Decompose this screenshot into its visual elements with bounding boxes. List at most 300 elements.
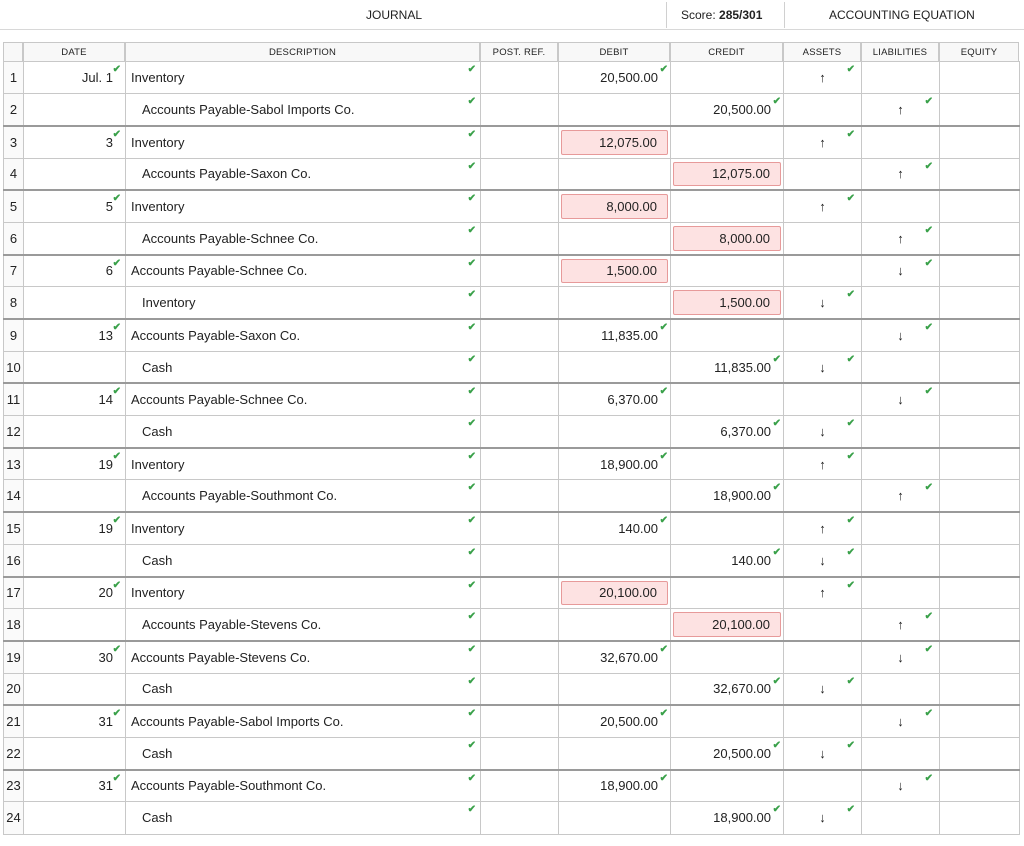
description-field[interactable] [126,255,481,287]
post-ref-field[interactable] [481,255,559,287]
col-header-liabilities: LIABILITIES [861,42,939,62]
description-field[interactable] [126,383,481,415]
check-icon: ✔ [467,193,476,205]
credit-field[interactable] [671,287,784,319]
description-field[interactable] [126,802,481,834]
assets-field[interactable] [784,448,862,480]
date-field[interactable] [24,577,126,609]
debit-field[interactable] [559,190,671,222]
equity-field[interactable] [940,673,1020,705]
equity-field[interactable] [940,94,1020,126]
row-number: 11 [4,383,24,415]
date-field[interactable] [24,158,126,190]
debit-value: 140.00 [618,520,658,536]
journal-row [4,222,1020,254]
equity-field[interactable] [940,158,1020,190]
date-field[interactable] [24,351,126,383]
assets-arrow-icon: ↓ [819,810,826,826]
credit-field[interactable] [671,705,784,737]
row-number: 4 [4,158,24,190]
date-field[interactable] [24,802,126,834]
assets-field[interactable] [784,190,862,222]
credit-field[interactable] [671,158,784,190]
assets-field[interactable] [784,737,862,769]
debit-value: 18,900.00 [600,456,658,472]
post-ref-field[interactable] [481,190,559,222]
check-icon: ✔ [772,418,781,430]
credit-field[interactable] [671,448,784,480]
liabilities-field[interactable] [862,383,940,415]
row-number: 12 [4,416,24,448]
credit-field[interactable] [671,512,784,544]
incorrect-credit-box [673,612,781,637]
equity-field[interactable] [940,577,1020,609]
description-field[interactable] [126,126,481,158]
check-icon: ✔ [924,322,933,333]
equity-field[interactable] [940,62,1020,94]
credit-field[interactable] [671,319,784,351]
liabilities-arrow-icon: ↓ [897,327,904,343]
credit-field[interactable] [671,62,784,94]
journal-table [3,61,1020,835]
liabilities-field[interactable] [862,737,940,769]
check-icon: ✔ [846,675,855,687]
credit-field[interactable] [671,383,784,415]
row-number: 3 [4,126,24,158]
check-icon: ✔ [112,386,121,398]
liabilities-field[interactable] [862,62,940,94]
debit-field[interactable] [559,609,671,641]
account-name: Inventory [131,520,185,536]
debit-field[interactable] [559,737,671,769]
debit-field[interactable] [559,94,671,126]
row-number: 15 [4,512,24,544]
debit-field[interactable] [559,673,671,705]
date-field[interactable] [24,737,126,769]
date-field[interactable] [24,126,126,158]
liabilities-field[interactable] [862,94,940,126]
account-name: Cash [142,423,173,439]
assets-arrow-icon: ↑ [819,520,826,536]
account-name: Accounts Payable-Stevens Co. [131,649,311,665]
check-icon: ✔ [467,708,476,720]
assets-field[interactable] [784,94,862,126]
liabilities-field[interactable] [862,222,940,254]
debit-value: 20,500.00 [600,714,658,730]
description-field[interactable] [126,609,481,641]
credit-field[interactable] [671,544,784,576]
assets-field[interactable] [784,62,862,94]
assets-field[interactable] [784,255,862,287]
credit-field[interactable] [671,770,784,802]
post-ref-field[interactable] [481,609,559,641]
row-number: 8 [4,287,24,319]
credit-field[interactable] [671,673,784,705]
row-number: 21 [4,705,24,737]
journal-row [4,705,1020,737]
liabilities-field[interactable] [862,641,940,673]
incorrect-debit-box [561,130,668,155]
incorrect-debit-box [561,581,668,606]
credit-field[interactable] [671,351,784,383]
debit-value: 20,100.00 [599,585,657,601]
assets-field[interactable] [784,383,862,415]
assets-field[interactable] [784,641,862,673]
equity-field[interactable] [940,737,1020,769]
post-ref-field[interactable] [481,158,559,190]
check-icon: ✔ [112,772,121,784]
post-ref-field[interactable] [481,351,559,383]
debit-field[interactable] [559,351,671,383]
check-icon: ✔ [924,96,933,108]
credit-field[interactable] [671,222,784,254]
credit-field[interactable] [671,190,784,222]
account-name: Accounts Payable-Sabol Imports Co. [131,714,344,730]
check-icon: ✔ [467,643,476,655]
liabilities-field[interactable] [862,544,940,576]
post-ref-field[interactable] [481,94,559,126]
check-icon: ✔ [924,643,933,655]
debit-field[interactable] [559,480,671,512]
date-field[interactable] [24,448,126,480]
date-field[interactable] [24,512,126,544]
credit-field[interactable] [671,577,784,609]
date-field[interactable] [24,190,126,222]
check-icon: ✔ [467,289,476,301]
date-field[interactable] [24,480,126,512]
debit-field[interactable] [559,770,671,802]
journal-row [4,383,1020,415]
liabilities-field[interactable] [862,158,940,190]
date-field[interactable] [24,255,126,287]
equity-field[interactable] [940,351,1020,383]
liabilities-field[interactable] [862,126,940,158]
account-name: Accounts Payable-Southmont Co. [131,778,327,794]
post-ref-field[interactable] [481,448,559,480]
journal-row [4,287,1020,319]
check-icon: ✔ [659,643,668,655]
debit-field[interactable] [559,802,671,834]
assets-field[interactable] [784,126,862,158]
row-number: 16 [4,544,24,576]
description-field[interactable] [126,448,481,480]
liabilities-field[interactable] [862,255,940,287]
post-ref-field[interactable] [481,222,559,254]
liabilities-arrow-icon: ↓ [897,714,904,730]
equity-field[interactable] [940,512,1020,544]
post-ref-field[interactable] [481,673,559,705]
equity-field[interactable] [940,255,1020,287]
debit-field[interactable] [559,641,671,673]
journal-row [4,319,1020,351]
liabilities-field[interactable] [862,705,940,737]
debit-value: 8,000.00 [606,199,657,215]
assets-field[interactable] [784,673,862,705]
check-icon: ✔ [846,450,855,462]
debit-value: 12,075.00 [599,134,657,150]
liabilities-field[interactable] [862,802,940,834]
credit-field[interactable] [671,802,784,834]
assets-field[interactable] [784,222,862,254]
credit-field[interactable] [671,94,784,126]
debit-field[interactable] [559,222,671,254]
date-field[interactable] [24,319,126,351]
journal-row [4,94,1020,126]
assets-field[interactable] [784,512,862,544]
equity-field[interactable] [940,448,1020,480]
account-name: Accounts Payable-Schnee Co. [142,230,319,246]
liabilities-field[interactable] [862,351,940,383]
post-ref-field[interactable] [481,705,559,737]
description-field[interactable] [126,351,481,383]
description-field[interactable] [126,577,481,609]
assets-field[interactable] [784,287,862,319]
journal-row [4,802,1020,834]
check-icon: ✔ [772,675,781,687]
journal-row [4,416,1020,448]
description-field[interactable] [126,641,481,673]
post-ref-field[interactable] [481,319,559,351]
description-field[interactable] [126,705,481,737]
debit-field[interactable] [559,319,671,351]
date-field[interactable] [24,62,126,94]
check-icon: ✔ [659,450,668,462]
check-icon: ✔ [846,353,855,365]
row-number: 6 [4,222,24,254]
description-field[interactable] [126,158,481,190]
date-field[interactable] [24,383,126,415]
date-value: 14 [98,392,113,408]
equity-field[interactable] [940,416,1020,448]
debit-field[interactable] [559,416,671,448]
post-ref-field[interactable] [481,512,559,544]
check-icon: ✔ [846,804,855,816]
date-field[interactable] [24,641,126,673]
date-value: 3 [105,134,113,150]
equity-field[interactable] [940,705,1020,737]
description-field[interactable] [126,416,481,448]
debit-field[interactable] [559,126,671,158]
equity-field[interactable] [940,641,1020,673]
check-icon: ✔ [772,482,781,494]
check-icon: ✔ [846,418,855,430]
row-number: 18 [4,609,24,641]
row-number: 17 [4,577,24,609]
assets-field[interactable] [784,480,862,512]
assets-arrow-icon: ↑ [819,134,826,150]
col-header-equity: EQUITY [939,42,1019,62]
check-icon: ✔ [467,675,476,687]
col-header-post-ref: POST. REF. [480,42,558,62]
journal-row [4,480,1020,512]
debit-field[interactable] [559,383,671,415]
equity-field[interactable] [940,383,1020,415]
liabilities-arrow-icon: ↓ [897,392,904,408]
check-icon: ✔ [467,515,476,527]
account-name: Cash [142,359,173,375]
debit-field[interactable] [559,705,671,737]
date-value: 6 [105,263,113,279]
date-field[interactable] [24,609,126,641]
date-field[interactable] [24,673,126,705]
description-field[interactable] [126,319,481,351]
credit-field[interactable] [671,737,784,769]
debit-field[interactable] [559,577,671,609]
post-ref-field[interactable] [481,287,559,319]
check-icon: ✔ [659,322,668,333]
description-field[interactable] [126,480,481,512]
equation-title: ACCOUNTING EQUATION [829,8,975,22]
header-divider [784,2,785,28]
col-header-row-number [3,42,23,62]
description-field[interactable] [126,62,481,94]
journal-row [4,255,1020,287]
credit-field[interactable] [671,480,784,512]
description-field[interactable] [126,673,481,705]
liabilities-field[interactable] [862,416,940,448]
check-icon: ✔ [112,515,121,527]
liabilities-field[interactable] [862,577,940,609]
assets-field[interactable] [784,609,862,641]
journal-row [4,641,1020,673]
account-name: Inventory [131,134,185,150]
date-field[interactable] [24,544,126,576]
check-icon: ✔ [112,193,121,205]
description-field[interactable] [126,190,481,222]
liabilities-field[interactable] [862,448,940,480]
journal-row [4,62,1020,94]
debit-field[interactable] [559,448,671,480]
check-icon: ✔ [924,611,933,623]
liabilities-field[interactable] [862,770,940,802]
row-number: 7 [4,255,24,287]
debit-field[interactable] [559,544,671,576]
row-number: 1 [4,62,24,94]
equity-field[interactable] [940,190,1020,222]
equity-field[interactable] [940,770,1020,802]
equity-field[interactable] [940,126,1020,158]
account-name: Cash [142,810,173,826]
post-ref-field[interactable] [481,737,559,769]
check-icon: ✔ [846,739,855,751]
liabilities-field[interactable] [862,512,940,544]
debit-field[interactable] [559,158,671,190]
liabilities-field[interactable] [862,480,940,512]
credit-field[interactable] [671,609,784,641]
assets-field[interactable] [784,705,862,737]
liabilities-arrow-icon: ↑ [897,617,904,633]
credit-value: 18,900.00 [713,810,771,826]
score-value: 285/301 [719,8,763,22]
score-label: Score: [681,8,716,22]
liabilities-arrow-icon: ↓ [897,778,904,794]
post-ref-field[interactable] [481,383,559,415]
liabilities-arrow-icon: ↓ [897,649,904,665]
debit-field[interactable] [559,287,671,319]
date-field[interactable] [24,222,126,254]
date-field[interactable] [24,287,126,319]
description-field[interactable] [126,544,481,576]
post-ref-field[interactable] [481,641,559,673]
date-field[interactable] [24,770,126,802]
post-ref-field[interactable] [481,126,559,158]
liabilities-field[interactable] [862,287,940,319]
credit-value: 18,900.00 [713,488,771,504]
account-name: Inventory [131,585,185,601]
liabilities-arrow-icon: ↓ [897,263,904,279]
description-field[interactable] [126,222,481,254]
date-value: 30 [98,649,113,665]
incorrect-credit-box [673,162,781,187]
journal-row [4,770,1020,802]
journal-row [4,190,1020,222]
post-ref-field[interactable] [481,770,559,802]
equity-field[interactable] [940,287,1020,319]
post-ref-field[interactable] [481,480,559,512]
debit-field[interactable] [559,62,671,94]
post-ref-field[interactable] [481,577,559,609]
assets-field[interactable] [784,544,862,576]
credit-value: 1,500.00 [719,295,770,311]
check-icon: ✔ [924,160,933,172]
description-field[interactable] [126,512,481,544]
date-field[interactable] [24,416,126,448]
date-field[interactable] [24,94,126,126]
description-field[interactable] [126,287,481,319]
equity-field[interactable] [940,609,1020,641]
credit-field[interactable] [671,416,784,448]
equity-field[interactable] [940,319,1020,351]
assets-field[interactable] [784,319,862,351]
post-ref-field[interactable] [481,802,559,834]
assets-arrow-icon: ↑ [819,456,826,472]
equity-field[interactable] [940,802,1020,834]
post-ref-field[interactable] [481,62,559,94]
assets-field[interactable] [784,351,862,383]
assets-field[interactable] [784,770,862,802]
liabilities-field[interactable] [862,673,940,705]
post-ref-field[interactable] [481,416,559,448]
debit-field[interactable] [559,512,671,544]
liabilities-field[interactable] [862,190,940,222]
description-field[interactable] [126,94,481,126]
incorrect-credit-box [673,226,781,251]
debit-field[interactable] [559,255,671,287]
assets-field[interactable] [784,802,862,834]
liabilities-field[interactable] [862,319,940,351]
assets-field[interactable] [784,158,862,190]
date-field[interactable] [24,705,126,737]
check-icon: ✔ [772,804,781,816]
equity-field[interactable] [940,544,1020,576]
description-field[interactable] [126,737,481,769]
check-icon: ✔ [659,386,668,398]
description-field[interactable] [126,770,481,802]
post-ref-field[interactable] [481,544,559,576]
check-icon: ✔ [846,546,855,558]
credit-value: 20,500.00 [713,745,771,761]
credit-field[interactable] [671,126,784,158]
assets-field[interactable] [784,577,862,609]
score-display [681,8,762,22]
assets-field[interactable] [784,416,862,448]
credit-field[interactable] [671,641,784,673]
equity-field[interactable] [940,222,1020,254]
liabilities-field[interactable] [862,609,940,641]
equity-field[interactable] [940,480,1020,512]
credit-field[interactable] [671,255,784,287]
row-number: 13 [4,448,24,480]
